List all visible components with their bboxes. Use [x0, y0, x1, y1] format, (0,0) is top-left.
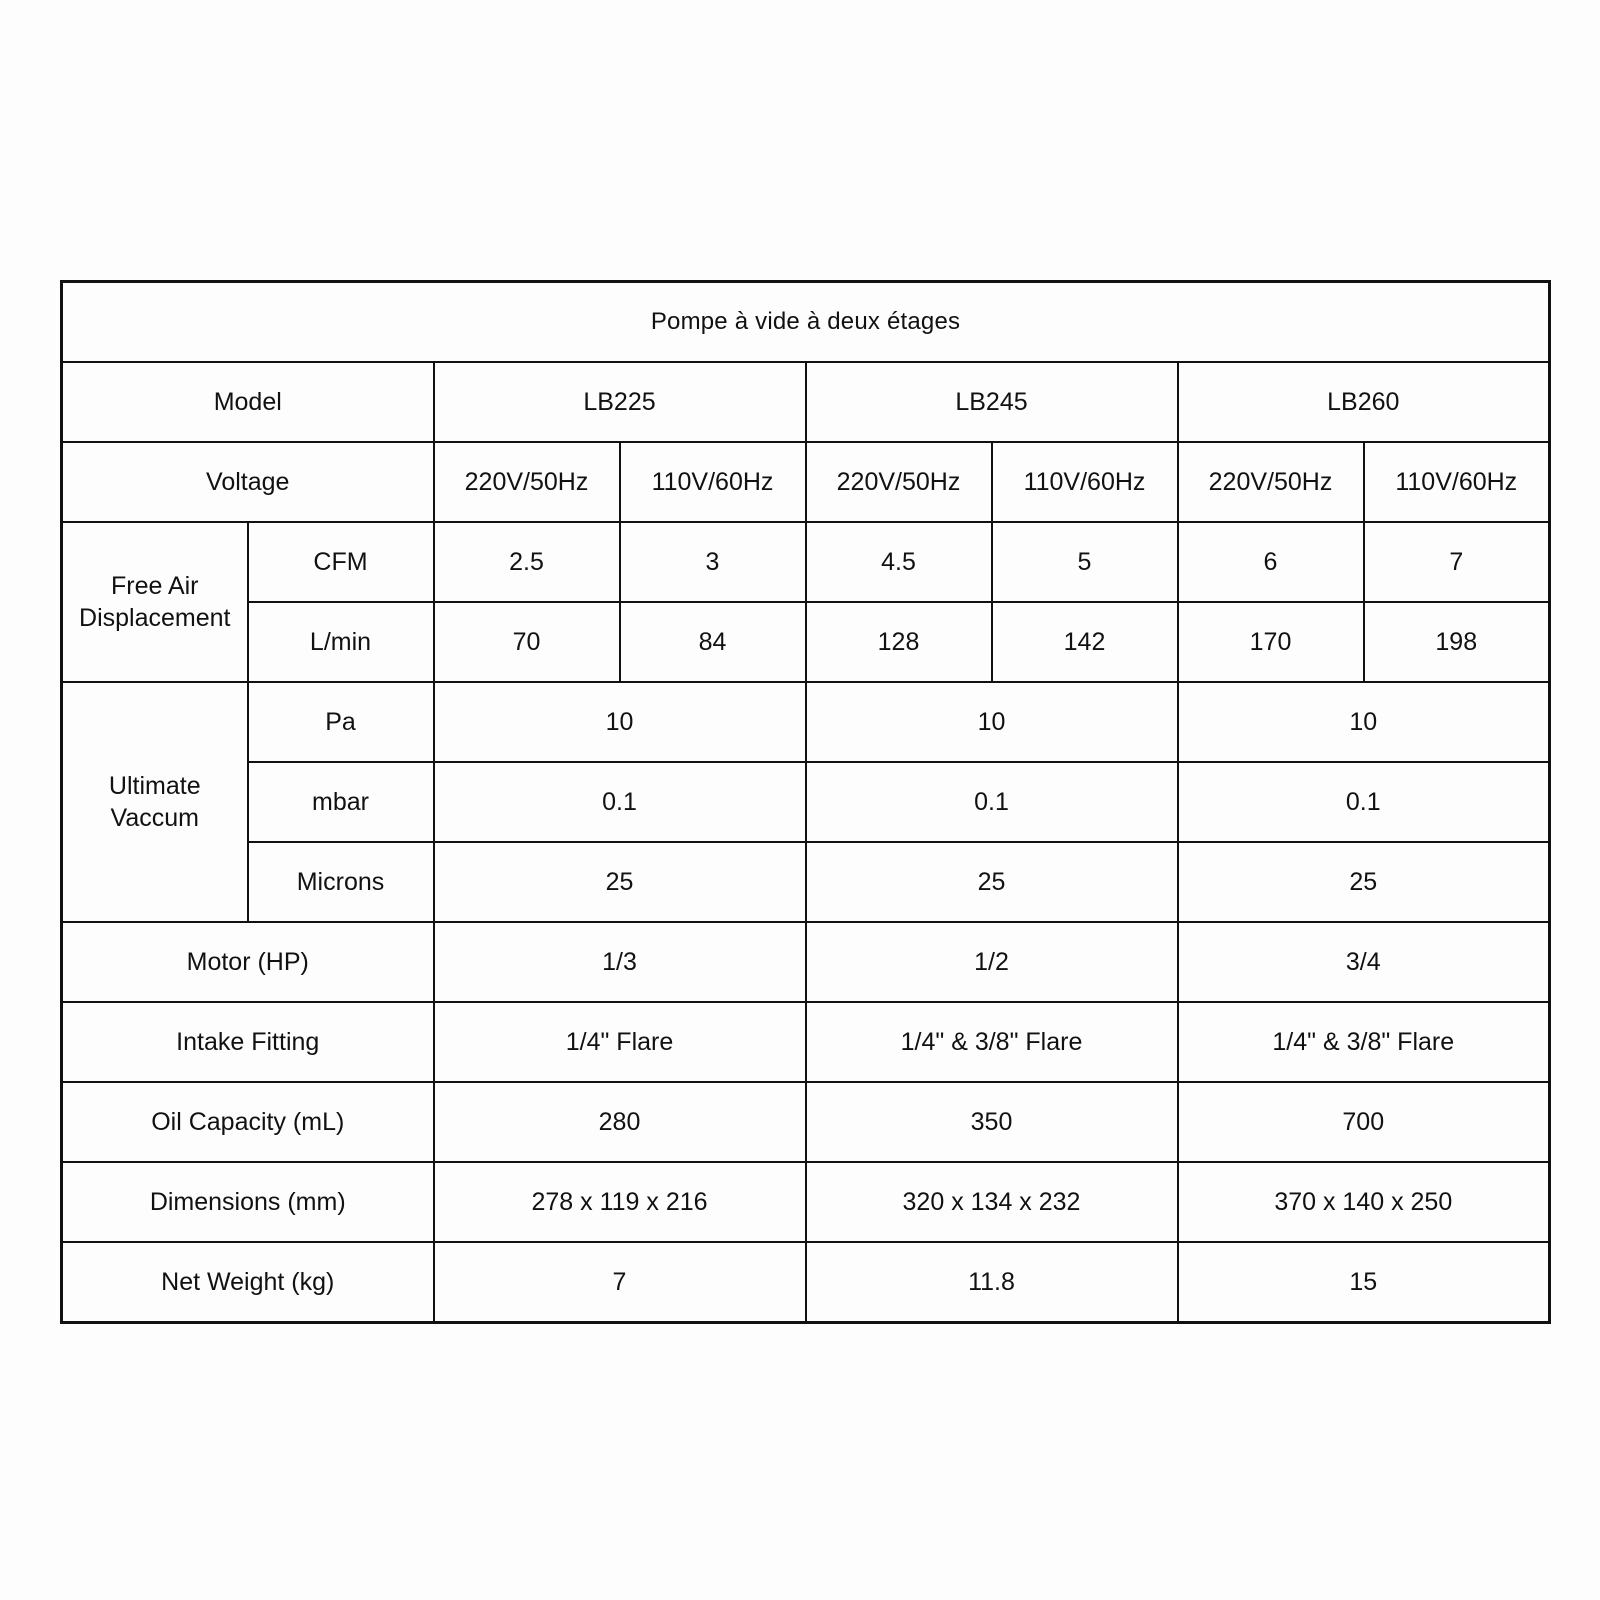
lmin-value: 170 — [1178, 602, 1364, 682]
weight-value: 7 — [434, 1242, 806, 1323]
free-air-label-line1: Free Air — [110, 572, 199, 600]
cfm-row — [62, 522, 1550, 602]
pa-row — [62, 682, 1550, 762]
voltage-value: 220V/50Hz — [806, 442, 992, 522]
motor-row — [62, 922, 1550, 1002]
weight-row — [62, 1242, 1550, 1323]
model-lb245: LB245 — [806, 362, 1178, 442]
weight-value: 15 — [1178, 1242, 1550, 1323]
spec-table — [60, 280, 1551, 1324]
oil-label: Oil Capacity (mL) — [62, 1082, 434, 1162]
microns-value: 25 — [806, 842, 1178, 922]
intake-label: Intake Fitting — [62, 1002, 434, 1082]
motor-label: Motor (HP) — [62, 922, 434, 1002]
table-title: Pompe à vide à deux étages — [62, 282, 1550, 363]
lmin-unit: L/min — [248, 602, 434, 682]
mbar-row — [62, 762, 1550, 842]
motor-value: 1/2 — [806, 922, 1178, 1002]
microns-row — [62, 842, 1550, 922]
model-lb260: LB260 — [1178, 362, 1550, 442]
cfm-value: 5 — [992, 522, 1178, 602]
lmin-row — [62, 602, 1550, 682]
ultimate-vacuum-label-line1: Ultimate — [108, 772, 201, 800]
cfm-unit: CFM — [248, 522, 434, 602]
mbar-value: 0.1 — [1178, 762, 1550, 842]
oil-value: 350 — [806, 1082, 1178, 1162]
cfm-value: 4.5 — [806, 522, 992, 602]
dimensions-value: 320 x 134 x 232 — [806, 1162, 1178, 1242]
model-row — [62, 362, 1550, 442]
free-air-label-line2: Displacement — [79, 604, 231, 632]
dimensions-label: Dimensions (mm) — [62, 1162, 434, 1242]
intake-value: 1/4" Flare — [434, 1002, 806, 1082]
microns-unit: Microns — [248, 842, 434, 922]
oil-value: 700 — [1178, 1082, 1550, 1162]
ultimate-vacuum-label-line2: Vaccum — [110, 804, 199, 832]
mbar-value: 0.1 — [806, 762, 1178, 842]
title-row — [62, 282, 1550, 363]
cfm-value: 6 — [1178, 522, 1364, 602]
intake-value: 1/4" & 3/8" Flare — [1178, 1002, 1550, 1082]
dimensions-row — [62, 1162, 1550, 1242]
cfm-value: 3 — [620, 522, 806, 602]
oil-value: 280 — [434, 1082, 806, 1162]
weight-label: Net Weight (kg) — [62, 1242, 434, 1323]
lmin-value: 70 — [434, 602, 620, 682]
voltage-label: Voltage — [62, 442, 434, 522]
motor-value: 1/3 — [434, 922, 806, 1002]
lmin-value: 84 — [620, 602, 806, 682]
weight-value: 11.8 — [806, 1242, 1178, 1323]
pa-value: 10 — [1178, 682, 1550, 762]
lmin-value: 142 — [992, 602, 1178, 682]
free-air-displacement-label — [62, 522, 248, 682]
pa-value: 10 — [434, 682, 806, 762]
voltage-value: 110V/60Hz — [992, 442, 1178, 522]
voltage-value: 220V/50Hz — [1178, 442, 1364, 522]
cfm-value: 7 — [1364, 522, 1550, 602]
lmin-value: 198 — [1364, 602, 1550, 682]
dimensions-value: 278 x 119 x 216 — [434, 1162, 806, 1242]
voltage-value: 110V/60Hz — [620, 442, 806, 522]
pa-unit: Pa — [248, 682, 434, 762]
ultimate-vacuum-label — [62, 682, 248, 922]
voltage-row — [62, 442, 1550, 522]
model-lb225: LB225 — [434, 362, 806, 442]
microns-value: 25 — [1178, 842, 1550, 922]
voltage-value: 220V/50Hz — [434, 442, 620, 522]
model-label: Model — [62, 362, 434, 442]
intake-value: 1/4" & 3/8" Flare — [806, 1002, 1178, 1082]
pa-value: 10 — [806, 682, 1178, 762]
mbar-unit: mbar — [248, 762, 434, 842]
voltage-value: 110V/60Hz — [1364, 442, 1550, 522]
intake-row — [62, 1002, 1550, 1082]
motor-value: 3/4 — [1178, 922, 1550, 1002]
oil-row — [62, 1082, 1550, 1162]
dimensions-value: 370 x 140 x 250 — [1178, 1162, 1550, 1242]
microns-value: 25 — [434, 842, 806, 922]
cfm-value: 2.5 — [434, 522, 620, 602]
mbar-value: 0.1 — [434, 762, 806, 842]
lmin-value: 128 — [806, 602, 992, 682]
